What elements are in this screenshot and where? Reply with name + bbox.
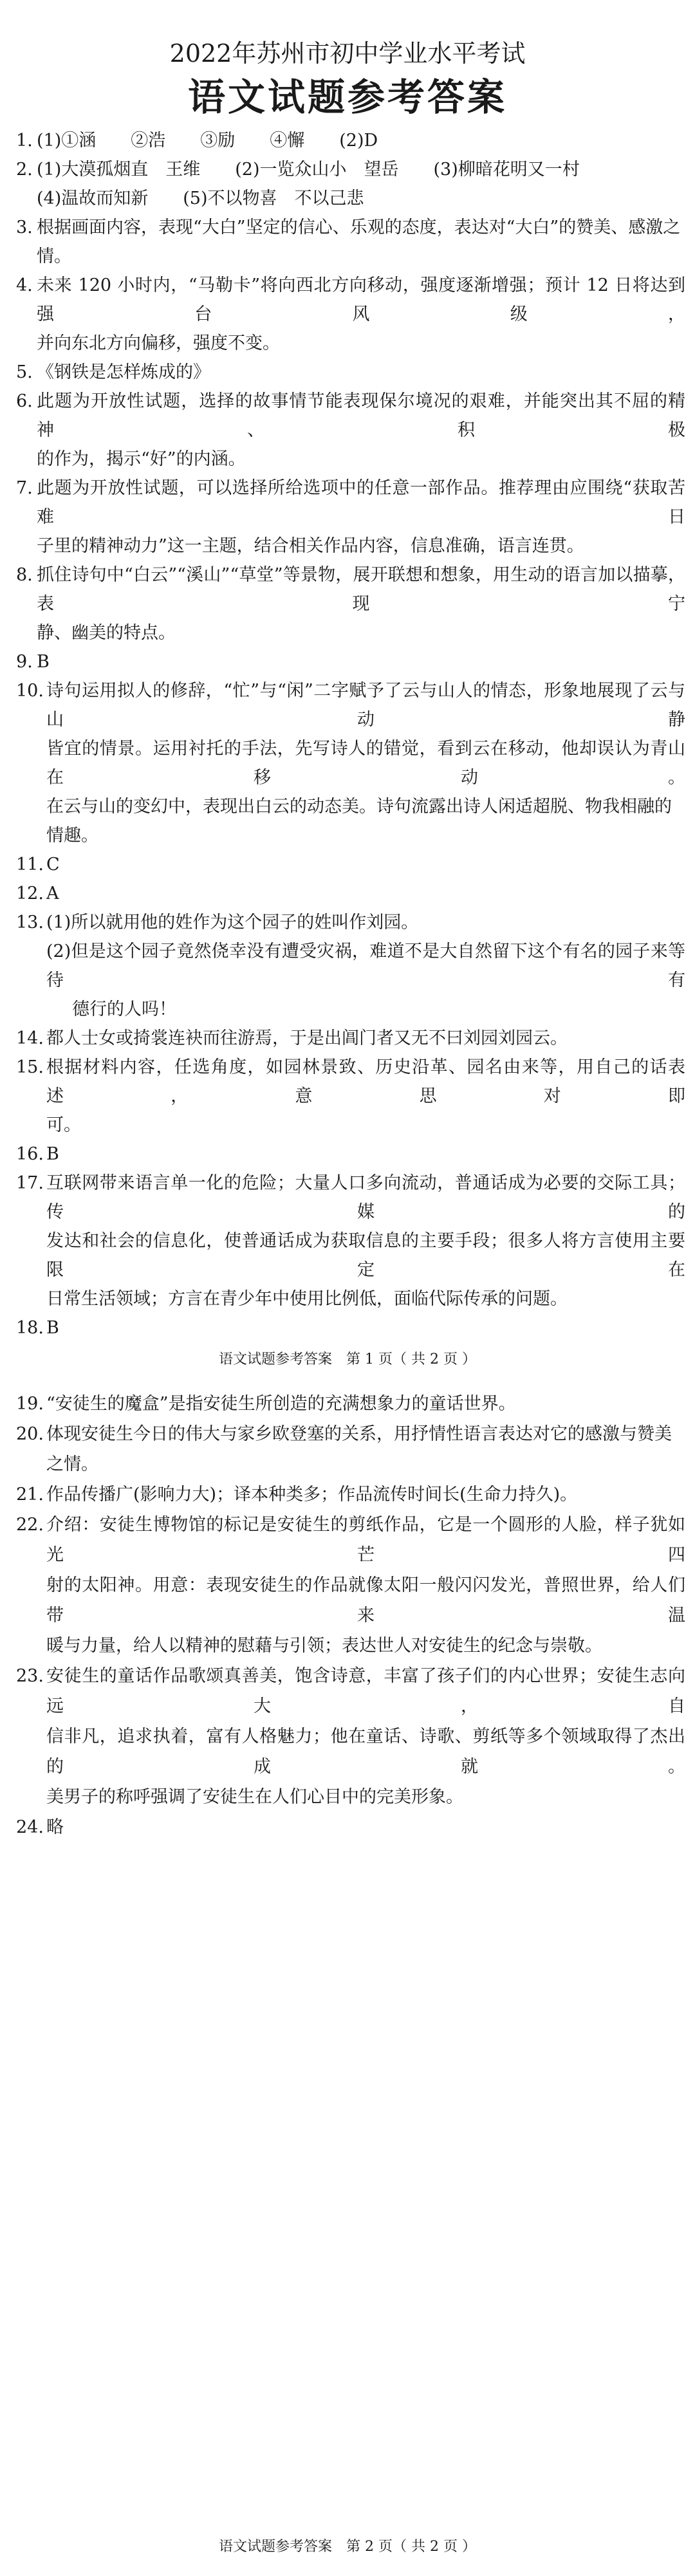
answer-number: 17. <box>16 1173 44 1193</box>
answer-item <box>16 1140 685 1169</box>
answer-line: 互联网带来语言单一化的危险；大量人口多向流动，普通话成为必要的交际工具；传媒的 <box>46 1173 685 1222</box>
answer-line: 发达和社会的信息化，使普通话成为获取信息的主要手段；很多人将方言使用主要限定在 <box>46 1231 685 1280</box>
answer-number: 4. <box>16 275 33 295</box>
answer-number: 6. <box>16 391 33 411</box>
answer-number: 14. <box>16 1028 44 1048</box>
answers-page-2 <box>16 1389 685 1842</box>
document-subtitle: 语文试题参考答案 <box>187 75 507 119</box>
answer-number: 16. <box>16 1144 44 1164</box>
answer-line: B <box>37 652 50 672</box>
answer-line: 诗句运用拟人的修辞，“忙”与“闲”二字赋予了云与山人的情态，形象地展现了云与山动静 <box>46 681 685 730</box>
answer-line: 的作为，揭示“好”的内涵。 <box>37 449 246 469</box>
answer-line: 根据材料内容，任选角度，如园林景致、历史沿革、园名由来等，用自己的话表述，意思对即 <box>46 1057 685 1106</box>
answer-number: 24. <box>16 1817 44 1837</box>
answer-number: 8. <box>16 565 33 585</box>
answer-line: 在云与山的变幻中，表现出白云的动态美。诗句流露出诗人闲适超脱、物我相融的情趣。 <box>46 797 672 846</box>
answer-line: 子里的精神动力”这一主题，结合相关作品内容，信息准确，语言连贯。 <box>37 536 584 556</box>
answer-item <box>16 850 685 879</box>
answer-line: 安徒生的童话作品歌颂真善美，饱含诗意，丰富了孩子们的内心世界；安徒生志向远大，自 <box>46 1666 685 1716</box>
answer-number: 3. <box>16 218 33 237</box>
page-footer-1: 语文试题参考答案 第 1 页（ 共 2 页 ） <box>219 1351 476 1367</box>
answer-line: 都人士女或掎裳连袂而往游焉，于是出阊门者又无不曰刘园刘园云。 <box>46 1028 568 1048</box>
answers-page-1 <box>16 126 685 1342</box>
answer-item <box>16 1661 685 1812</box>
answer-item <box>16 1169 685 1313</box>
answer-item <box>16 908 685 1024</box>
answer-line: 德行的人吗！ <box>72 999 176 1019</box>
answer-item <box>16 387 685 474</box>
answer-line: (1)①涵 ②浩 ③励 ④懈 (2)D <box>37 131 378 151</box>
answer-number: 7. <box>16 478 33 498</box>
answer-number: 10. <box>16 681 44 701</box>
answer-line: 信非凡，追求执着，富有人格魅力；他在童话、诗歌、剪纸等多个领域取得了杰出的成就。 <box>46 1727 685 1777</box>
answer-line: 未来 120 小时内，“马勒卡”将向西北方向移动，强度逐渐增强；预计 12 日将达到强台风级， <box>37 275 685 324</box>
answer-item <box>16 126 685 155</box>
answer-line: 暖与力量，给人以精神的慰藉与引领；表达世人对安徒生的纪念与崇敬。 <box>46 1636 602 1656</box>
answer-line: 体现安徒生今日的伟大与家乡欧登塞的关系，用抒情性语言表达对它的感激与赞美之情。 <box>46 1424 672 1474</box>
answer-item <box>16 647 685 676</box>
answer-number: 19. <box>16 1394 44 1414</box>
answer-item <box>16 213 685 271</box>
answer-line: B <box>46 1144 59 1164</box>
answer-item <box>16 879 685 908</box>
answer-item <box>16 1024 685 1053</box>
answer-item <box>16 1389 685 1419</box>
answer-line: 射的太阳神。用意：表现安徒生的作品就像太阳一般闪闪发光，普照世界，给人们带来温 <box>46 1575 685 1626</box>
answer-line: (1)所以就用他的姓作为这个园子的姓叫作刘园。 <box>46 913 419 932</box>
answer-item <box>16 1419 685 1479</box>
answer-line: 《钢铁是怎样炼成的》 <box>37 362 210 382</box>
document-title: 2022年苏州市初中学业水平考试 <box>169 39 526 68</box>
answer-number: 23. <box>16 1666 44 1686</box>
answer-item <box>16 1812 685 1842</box>
answer-item <box>16 155 685 213</box>
answer-number: 22. <box>16 1515 44 1535</box>
answer-number: 20. <box>16 1424 44 1444</box>
answer-line: 介绍：安徒生博物馆的标记是安徒生的剪纸作品，它是一个圆形的人脸，样子犹如光芒四 <box>46 1515 685 1565</box>
answer-item <box>16 358 685 387</box>
answer-number: 15. <box>16 1057 44 1077</box>
answer-line: 作品传播广(影响力大)；译本种类多；作品流传时间长(生命力持久)。 <box>46 1485 578 1505</box>
answer-line: B <box>46 1318 59 1338</box>
answer-number: 2. <box>16 160 33 180</box>
answer-line: 抓住诗句中“白云”“溪山”“草堂”等景物，展开联想和想象，用生动的语言加以描摹，表现宁 <box>37 565 685 614</box>
answer-line: 略 <box>46 1817 64 1837</box>
answer-line: (1)大漠孤烟直 王维 (2)一览众山小 望岳 (3)柳暗花明又一村 <box>37 160 580 180</box>
answer-item <box>16 271 685 358</box>
answer-number: 12. <box>16 884 44 903</box>
answer-number: 1. <box>16 131 33 151</box>
answer-line: 可。 <box>46 1115 81 1135</box>
answer-line: 美男子的称呼强调了安徒生在人们心目中的完美形象。 <box>46 1787 463 1807</box>
answer-line: A <box>46 884 59 903</box>
page-footer-2: 语文试题参考答案 第 2 页（ 共 2 页 ） <box>219 2539 476 2555</box>
answer-line: 并向东北方向偏移，强度不变。 <box>37 333 280 353</box>
answer-number: 13. <box>16 913 44 932</box>
answer-line: C <box>46 855 60 875</box>
answer-item <box>16 676 685 850</box>
answer-line: “安徒生的魔盒”是指安徒生所创造的充满想象力的童话世界。 <box>46 1394 516 1414</box>
answer-line: (2)但是这个园子竟然侥幸没有遭受灾祸，难道不是大自然留下这个有名的园子来等待有 <box>46 941 685 990</box>
answer-number: 5. <box>16 362 33 382</box>
blank-page-area <box>0 1842 695 2512</box>
answer-line: 皆宜的情景。运用衬托的手法，先写诗人的错觉，看到云在移动，他却误认为青山在移动。 <box>46 739 685 788</box>
answer-item <box>16 474 685 561</box>
answer-number: 21. <box>16 1485 44 1505</box>
answer-item <box>16 1053 685 1140</box>
answer-number: 9. <box>16 652 33 672</box>
answer-item <box>16 1479 685 1510</box>
answer-line: 根据画面内容，表现“大白”坚定的信心、乐观的态度，表达对“大白”的赞美、感激之情。 <box>37 218 681 266</box>
answer-number: 18. <box>16 1318 44 1338</box>
answer-line: 此题为开放性试题，可以选择所给选项中的任意一部作品。推荐理由应围绕“获取苦难日 <box>37 478 685 527</box>
answer-line: 日常生活领域；方言在青少年中使用比例低，面临代际传承的问题。 <box>46 1289 568 1309</box>
answer-item <box>16 1510 685 1661</box>
answer-line: 静、幽美的特点。 <box>37 623 176 643</box>
answer-item <box>16 1313 685 1342</box>
answer-item <box>16 561 685 647</box>
answer-line: 此题为开放性试题，选择的故事情节能表现保尔境况的艰难，并能突出其不屈的精神、积极 <box>37 391 685 440</box>
answer-number: 11. <box>16 855 44 875</box>
answer-line: (4)温故而知新 (5)不以物喜 不以己悲 <box>37 189 364 208</box>
